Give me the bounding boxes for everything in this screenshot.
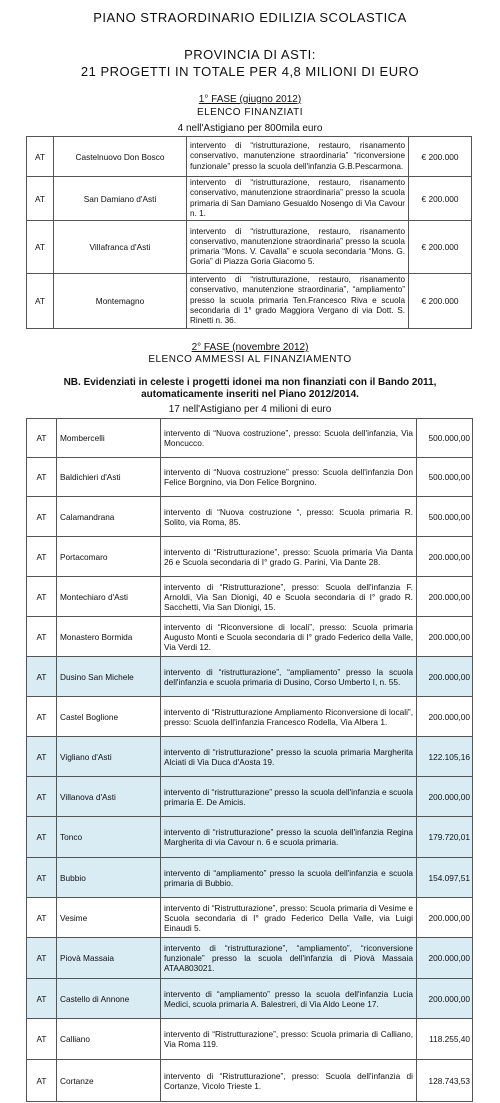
phase2-note-line2: automaticamente inseriti nel Piano 2012/2014. bbox=[141, 389, 359, 400]
description-cell: intervento di “ristrutturazione”, “ampliamento”, “riconversione funzionale” presso la scuola dell'infanzia di Piovà Massaia ATAA803021. bbox=[161, 938, 417, 979]
comune-cell: Castelnuovo Don Bosco bbox=[54, 137, 187, 177]
amount-cell: 500.000,00 bbox=[417, 458, 473, 497]
province-cell: AT bbox=[27, 419, 57, 458]
province-cell: AT bbox=[27, 497, 57, 537]
table-row bbox=[27, 737, 473, 777]
amount-cell: 200.000,00 bbox=[417, 777, 473, 817]
table-row bbox=[27, 898, 473, 938]
description-cell: intervento di “Ristrutturazione”, presso: Scuola primaria Via Danta 26 e Scuola secondaria di I° grado G. Parini, Via Dante 28. bbox=[161, 537, 417, 577]
comune-cell: Calamandrana bbox=[57, 497, 161, 537]
amount-cell: 500.000,00 bbox=[417, 497, 473, 537]
province-cell: AT bbox=[27, 1060, 57, 1102]
description-cell: intervento di “ristrutturazione” presso la scuola primaria Margherita Alciati di Via Duca d'Aosta 19. bbox=[161, 737, 417, 777]
amount-cell: 200.000,00 bbox=[417, 657, 473, 697]
province-cell: AT bbox=[27, 221, 54, 274]
comune-cell: Mombercelli bbox=[57, 419, 161, 458]
description-cell: intervento di “ristrutturazione”, “ampliamento” presso la scuola dell'infanzia e scuola primaria di Dusino, Corso Umberto I, n. 55. bbox=[161, 657, 417, 697]
amount-cell: 500.000,00 bbox=[417, 419, 473, 458]
province-cell: AT bbox=[27, 777, 57, 817]
province-cell: AT bbox=[27, 537, 57, 577]
comune-cell: Bubbio bbox=[57, 858, 161, 898]
comune-cell: Cortanze bbox=[57, 1060, 161, 1102]
province-cell: AT bbox=[27, 1019, 57, 1060]
summary-heading: 21 PROGETTI IN TOTALE PER 4,8 MILIONI DI EURO bbox=[80, 64, 420, 79]
comune-cell: Castello di Annone bbox=[57, 979, 161, 1019]
table-row bbox=[27, 537, 473, 577]
province-cell: AT bbox=[27, 617, 57, 657]
province-cell: AT bbox=[27, 858, 57, 898]
description-cell: intervento di “ristrutturazione, restauro, risanamento conservativo, manutenzione straordinaria”, “ampliamento” presso la scuola primaria Ten.Francesco Riva e scuola secondaria di 1° grado Maggiora Vergano di via Dott. S. Rinetti n. 36. bbox=[187, 274, 409, 328]
description-cell: intervento di “Nuova costruzione” presso: Scuola dell'infanzia Don Felice Borgnino, via Don Felice Borgnino. bbox=[161, 458, 417, 497]
description-cell: intervento di “Nuova costruzione”, presso: Scuola dell'infanzia, Via Moncucco. bbox=[161, 419, 417, 458]
table-row bbox=[27, 1060, 473, 1102]
table-row bbox=[27, 419, 473, 458]
table-row bbox=[27, 137, 472, 177]
amount-cell: 200.000,00 bbox=[417, 537, 473, 577]
comune-cell: Monastero Bormida bbox=[57, 617, 161, 657]
amount-cell: 128.743,53 bbox=[417, 1060, 473, 1102]
comune-cell: Baldichieri d'Asti bbox=[57, 458, 161, 497]
phase2-title: 2° FASE (novembre 2012) bbox=[191, 342, 309, 353]
comune-cell: Montechiaro d'Asti bbox=[57, 577, 161, 617]
comune-cell: Calliano bbox=[57, 1019, 161, 1060]
table-row bbox=[27, 858, 473, 898]
phase2-table bbox=[26, 418, 473, 1102]
comune-cell: San Damiano d'Asti bbox=[54, 177, 187, 221]
phase1-count: 4 nell'Astigiano per 800mila euro bbox=[177, 123, 323, 134]
description-cell: intervento di “ristrutturazione” presso la scuola dell'infanzia e scuola primaria E. De Amicis. bbox=[161, 777, 417, 817]
table-row bbox=[27, 617, 473, 657]
description-cell: intervento di “ampliamento” presso la scuola dell'infanzia Lucia Medici, scuola primaria A. Balestreri, di Via Aldo Leone 17. bbox=[161, 979, 417, 1019]
province-cell: AT bbox=[27, 817, 57, 858]
description-cell: intervento di “ristrutturazione, restauro, risanamento conservativo, manutenzione straordinaria” “riconversione funzionale” presso la scuola dell'infanzia G.B.Pescarmona. bbox=[187, 137, 409, 177]
comune-cell: Montemagno bbox=[54, 274, 187, 328]
comune-cell: Villafranca d'Asti bbox=[54, 221, 187, 274]
phase1-subtitle: ELENCO FINANZIATI bbox=[196, 107, 304, 118]
comune-cell: Vigliano d'Asti bbox=[57, 737, 161, 777]
province-cell: AT bbox=[27, 458, 57, 497]
province-cell: AT bbox=[27, 577, 57, 617]
description-cell: intervento di “Ristrutturazione”, presso: Scuola dell'infanzia di Cortanze, Vicolo Trieste 1. bbox=[161, 1060, 417, 1102]
table-row bbox=[27, 577, 473, 617]
province-cell: AT bbox=[27, 657, 57, 697]
amount-cell: 200.000,00 bbox=[417, 697, 473, 737]
comune-cell: Castel Boglione bbox=[57, 697, 161, 737]
table-row bbox=[27, 274, 472, 328]
province-cell: AT bbox=[27, 979, 57, 1019]
amount-cell: € 200.000 bbox=[409, 221, 472, 274]
province-cell: AT bbox=[27, 938, 57, 979]
province-heading: PROVINCIA DI ASTI: bbox=[184, 47, 316, 62]
table-row bbox=[27, 817, 473, 858]
amount-cell: 200.000,00 bbox=[417, 938, 473, 979]
table-row bbox=[27, 1019, 473, 1060]
table-row bbox=[27, 777, 473, 817]
description-cell: intervento di “Ristrutturazione”, presso: Scuola dell'infanzia F. Arnoldi, Via San Dionigi, 40 e Scuola secondaria di I° grado R. Sacchetti, Via San Dionigi, 15. bbox=[161, 577, 417, 617]
comune-cell: Tonco bbox=[57, 817, 161, 858]
table-row bbox=[27, 979, 473, 1019]
table-row bbox=[27, 177, 472, 221]
province-cell: AT bbox=[27, 177, 54, 221]
phase1-table bbox=[26, 136, 472, 329]
table-row bbox=[27, 697, 473, 737]
table-row bbox=[27, 221, 472, 274]
description-cell: intervento di “ristrutturazione, restauro, risanamento conservativo, manutenzione straordinaria” presso la scuola primaria “Mons. V. Cavalla” e scuola secondaria “Mons. G. Goria” di Piazza Goria Giacomo 5. bbox=[187, 221, 409, 274]
province-cell: AT bbox=[27, 137, 54, 177]
description-cell: intervento di “Riconversione di locali”, presso: Scuola primaria Augusto Monti e Scuola secondaria di I° grado Federico della Valle, Via Verdi 12. bbox=[161, 617, 417, 657]
comune-cell: Piovà Massaia bbox=[57, 938, 161, 979]
amount-cell: 200.000,00 bbox=[417, 898, 473, 938]
description-cell: intervento di “ampliamento” presso la scuola dell'infanzia e scuola primaria di Bubbio. bbox=[161, 858, 417, 898]
amount-cell: 200.000,00 bbox=[417, 979, 473, 1019]
table-row bbox=[27, 938, 473, 979]
table-row bbox=[27, 657, 473, 697]
province-cell: AT bbox=[27, 274, 54, 328]
description-cell: intervento di “ristrutturazione, restauro, risanamento conservativo, manutenzione straordinaria” presso la scuola primaria di San Damiano Gesualdo Nosengo di Via Cavour n. 1. bbox=[187, 177, 409, 221]
table-row bbox=[27, 497, 473, 537]
description-cell: intervento di “Ristrutturazione”, presso: Scuola primaria di Vesime e Scuola secondaria di I° grado Federico Della Valle, via Luigi Einaudi 5. bbox=[161, 898, 417, 938]
comune-cell: Vesime bbox=[57, 898, 161, 938]
amount-cell: € 200.000 bbox=[409, 274, 472, 328]
phase1-title: 1° FASE (giugno 2012) bbox=[198, 94, 302, 105]
province-cell: AT bbox=[27, 898, 57, 938]
description-cell: intervento di “Nuova costruzione “, presso: Scuola primaria R. Solito, via Roma, 85. bbox=[161, 497, 417, 537]
comune-cell: Portacomaro bbox=[57, 537, 161, 577]
province-cell: AT bbox=[27, 737, 57, 777]
table-row bbox=[27, 458, 473, 497]
province-cell: AT bbox=[27, 697, 57, 737]
amount-cell: 122.105,16 bbox=[417, 737, 473, 777]
comune-cell: Dusino San Michele bbox=[57, 657, 161, 697]
amount-cell: 179.720,01 bbox=[417, 817, 473, 858]
description-cell: intervento di “ristrutturazione” presso la scuola dell'infanzia Regina Margherita di via Cavour n. 6 e scuola primaria. bbox=[161, 817, 417, 858]
comune-cell: Villanova d'Asti bbox=[57, 777, 161, 817]
amount-cell: 118.255,40 bbox=[417, 1019, 473, 1060]
phase2-subtitle: ELENCO AMMESSI AL FINANZIAMENTO bbox=[148, 354, 352, 365]
document-title: PIANO STRAORDINARIO EDILIZIA SCOLASTICA bbox=[93, 10, 407, 25]
amount-cell: 200.000,00 bbox=[417, 577, 473, 617]
description-cell: intervento di “Ristrutturazione Ampliamento Riconversione di locali”, presso: Scuola dell'infanzia Francesco Rodella, Via Albera 1. bbox=[161, 697, 417, 737]
amount-cell: € 200.000 bbox=[409, 177, 472, 221]
amount-cell: 154.097,51 bbox=[417, 858, 473, 898]
amount-cell: 200.000,00 bbox=[417, 617, 473, 657]
description-cell: intervento di “Ristrutturazione”, presso: Scuola primaria di Calliano, Via Roma 119. bbox=[161, 1019, 417, 1060]
phase2-note-line1: NB. Evidenziati in celeste i progetti idonei ma non finanziati con il Bando 2011, bbox=[63, 377, 437, 388]
amount-cell: € 200.000 bbox=[409, 137, 472, 177]
phase2-count: 17 nell'Astigiano per 4 milioni di euro bbox=[168, 404, 332, 415]
